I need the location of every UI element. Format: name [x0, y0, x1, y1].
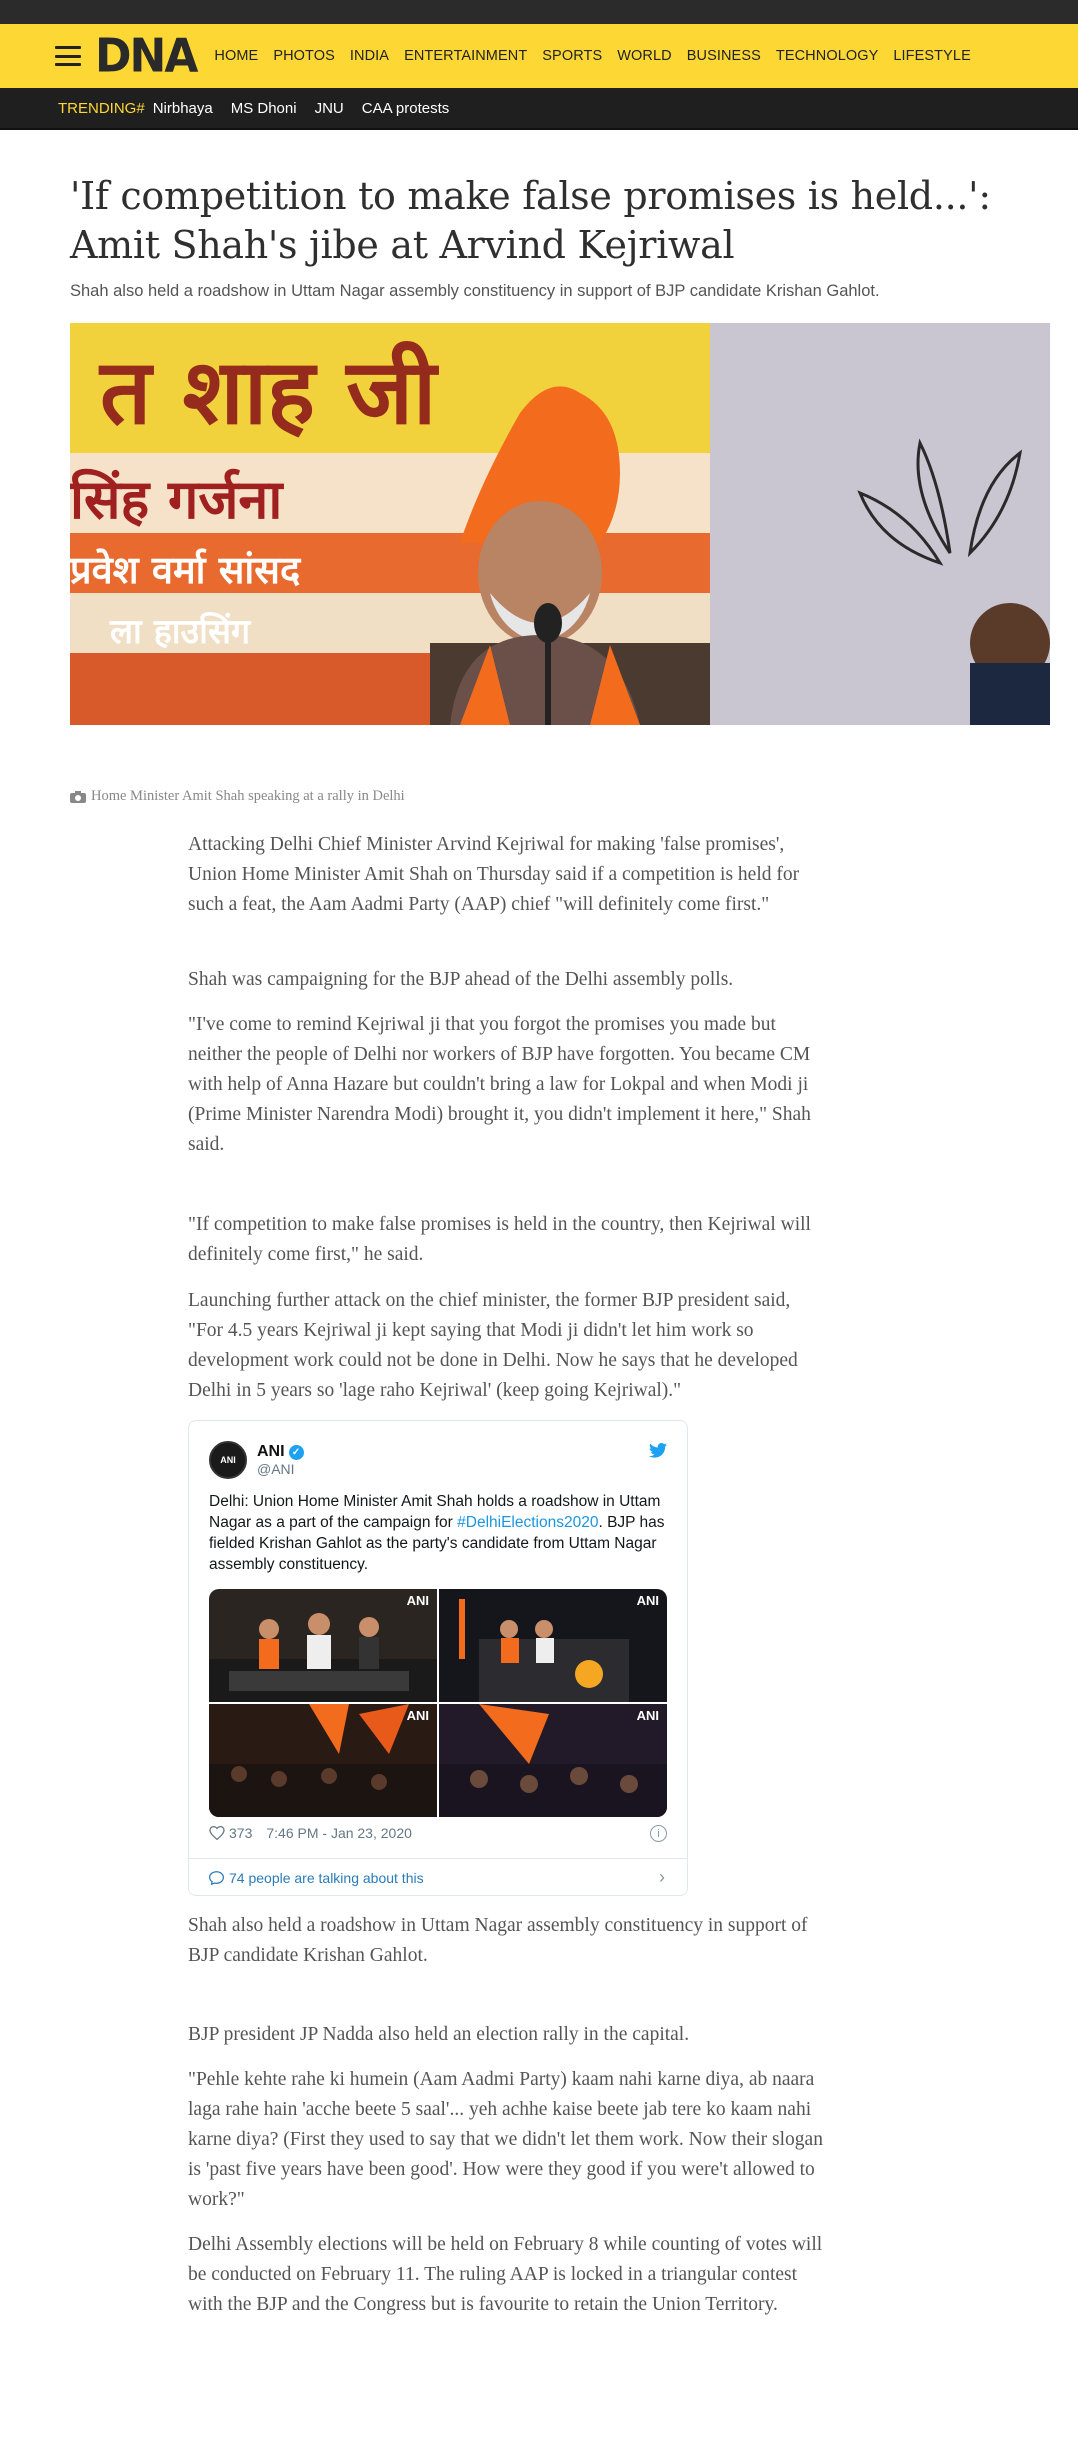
nav-link-lifestyle[interactable]: LIFESTYLE [893, 48, 971, 64]
tweet-likes: 373 [229, 1825, 253, 1841]
nav-link-business[interactable]: BUSINESS [686, 48, 761, 64]
tweet-timestamp[interactable]: 7:46 PM - Jan 23, 2020 [266, 1825, 412, 1841]
verified-badge-icon: ✓ [289, 1445, 304, 1460]
tweet-image[interactable] [439, 1589, 667, 1702]
crowd-photo [209, 1704, 437, 1817]
top-bar [0, 0, 1078, 24]
tweet-image[interactable] [209, 1704, 437, 1817]
article-paragraph [188, 2065, 828, 2215]
tweet-talking: 74 people are talking about this [229, 1869, 424, 1886]
comment-icon [209, 1871, 224, 1885]
article-paragraph [188, 1286, 828, 1406]
nav-link-home[interactable]: HOME [214, 48, 259, 64]
article-headline: 'If competition to make false promises is held...': Amit Shah's jibe at Arvind Kejriwal [70, 174, 991, 267]
article-paragraph [188, 830, 828, 920]
tweet-author-name: ANI [257, 1443, 285, 1460]
nav-link-sports[interactable]: SPORTS [542, 48, 603, 64]
nav-links [214, 48, 985, 64]
ani-watermark: ANI [636, 1708, 659, 1723]
trending-item-ms-dhoni[interactable]: MS Dhoni [230, 99, 297, 117]
chevron-right-icon: › [659, 1867, 665, 1887]
paragraph-text: "If competition to make false promises is held in the country, then Kejriwal will definitely come first," he said. [188, 1214, 811, 1265]
paragraph-text: Shah also held a roadshow in Uttam Nagar assembly constituency in support of BJP candidate Krishan Gahlot. [188, 1915, 808, 1966]
article-paragraph [188, 2230, 828, 2320]
embedded-tweet[interactable] [188, 1420, 688, 1896]
paragraph-text: Shah was campaigning for the BJP ahead of the Delhi assembly polls. [188, 969, 734, 990]
tweet-handle[interactable]: @ANI [257, 1461, 295, 1477]
main-nav [0, 24, 1078, 88]
paragraph-text: Attacking Delhi Chief Minister Arvind Kejriwal for making 'false promises', Union Home Minister Amit Shah on Thursday said if a competition is held for such a feat, the Aam Aadmi Party (AAP) chief "will definitely come first." [188, 834, 800, 915]
tweet-text [209, 1491, 667, 1575]
article-paragraph [188, 2020, 828, 2050]
svg-text:ला हाउसिंग: ला हाउसिंग [110, 612, 251, 652]
nav-link-india[interactable]: INDIA [349, 48, 390, 64]
image-caption [70, 788, 405, 805]
trending-item-caa-protests[interactable]: CAA protests [361, 99, 450, 117]
paragraph-text: BJP president JP Nadda also held an election rally in the capital. [188, 2024, 690, 2045]
article-subhead: Shah also held a roadshow in Uttam Nagar assembly constituency in support of BJP candidate Krishan Gahlot. [70, 282, 880, 300]
paragraph-text: Delhi Assembly elections will be held on February 8 while counting of votes will be conducted on February 11. The ruling AAP is locked in a triangular contest with the BJP and the Congress but is favourite to retain the Union Territory. [188, 2234, 823, 2315]
tweet-avatar[interactable]: ANI [209, 1441, 247, 1479]
camera-icon [70, 791, 86, 803]
tweet-image[interactable] [209, 1589, 437, 1702]
nav-link-entertainment[interactable]: ENTERTAINMENT [404, 48, 528, 64]
paragraph-text: "I've come to remind Kejriwal ji that you forgot the promises you made but neither the people of Delhi nor workers of BJP have forgotten. You became CM with help of Anna Hazare but couldn't bring a law for Lokpal and when Modi ji (Prime Minister Narendra Modi) brought it, you didn't implement it here," Shah said. [188, 1014, 811, 1155]
nav-link-photos[interactable]: PHOTOS [273, 48, 335, 64]
info-icon[interactable]: i [650, 1825, 667, 1842]
menu-icon[interactable] [55, 46, 81, 66]
svg-text:प्रवेश वर्मा सांसद: प्रवेश वर्मा सांसद [70, 548, 301, 592]
nav-link-technology[interactable]: TECHNOLOGY [775, 48, 879, 64]
tweet-author[interactable] [257, 1443, 304, 1461]
svg-text:त शाह जी: त शाह जी [100, 340, 437, 445]
trending-bar [0, 88, 1078, 130]
article-paragraph [188, 1911, 828, 1971]
tweet-meta [209, 1825, 412, 1841]
svg-text:सिंह गर्जना: सिंह गर्जना [70, 468, 283, 531]
hero-image [70, 323, 1050, 725]
heart-icon[interactable] [209, 1826, 225, 1840]
ani-watermark: ANI [406, 1593, 429, 1608]
article-paragraph [188, 1010, 828, 1160]
nav-link-world[interactable]: WORLD [617, 48, 672, 64]
paragraph-text: Launching further attack on the chief minister, the former BJP president said, "For 4.5 years Kejriwal ji kept saying that Modi ji didn't let him work so development work could not be done in Delhi. Now he says that he developed Delhi in 5 years so 'lage raho Kejriwal' (keep going Kejriwal)." [188, 1290, 798, 1401]
trending-item-jnu[interactable]: JNU [314, 99, 344, 117]
article-paragraph [188, 1210, 828, 1270]
rally-photo [70, 323, 1050, 725]
crowd-photo [439, 1704, 667, 1817]
twitter-bird-icon[interactable] [649, 1443, 667, 1458]
trending-label: TRENDING# [58, 99, 145, 117]
tweet-image-grid[interactable] [209, 1589, 667, 1817]
paragraph-text: "Pehle kehte rahe ki humein (Aam Aadmi Party) kaam nahi karne diya, ab naara laga rahe hain 'acche beete 5 saal'... yeh achhe kaise beete jab tere ko kaam nahi karne diya? (First they used to say that we didn't let them work. Now their slogan is 'past five years have been good'. How were they good if you were't allowed to work?" [188, 2069, 823, 2210]
site-logo[interactable]: DNA [95, 29, 197, 83]
article-paragraph [188, 965, 828, 995]
tweet-text-before: Delhi: Union Home Minister Amit Shah holds a roadshow in Uttam Nagar as a part of the campaign for [209, 1493, 661, 1531]
tweet-hashtag[interactable]: #DelhiElections2020 [457, 1514, 599, 1531]
tweet-image[interactable] [439, 1704, 667, 1817]
roadshow-photo [209, 1589, 437, 1702]
roadshow-photo [439, 1589, 667, 1702]
caption-text: Home Minister Amit Shah speaking at a rally in Delhi [91, 788, 405, 804]
tweet-text-after: . BJP has fielded Krishan Gahlot as the party's candidate from Uttam Nagar assembly constituency. [209, 1514, 665, 1573]
tweet-header [209, 1441, 304, 1479]
tweet-conversation-link[interactable] [189, 1858, 687, 1896]
trending-item-nirbhaya[interactable]: Nirbhaya [152, 99, 213, 117]
ani-watermark: ANI [406, 1708, 429, 1723]
ani-watermark: ANI [636, 1593, 659, 1608]
